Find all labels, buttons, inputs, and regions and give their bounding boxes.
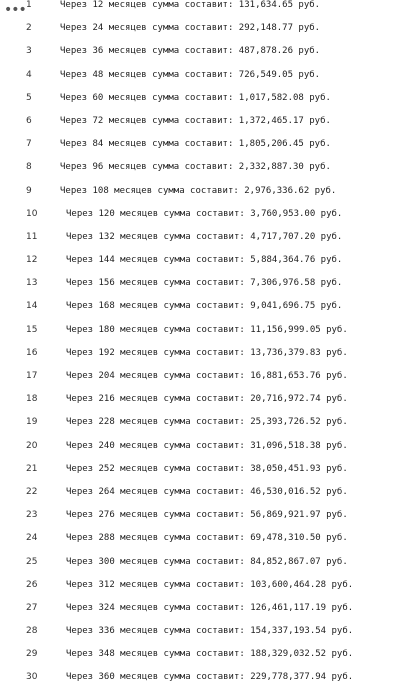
row-text: Через 204 месяцев сумма составит: 16,881,653.76 руб. xyxy=(66,371,348,381)
row-text: Через 60 месяцев сумма составит: 1,017,582.08 руб. xyxy=(60,92,331,103)
row-text: Через 120 месяцев сумма составит: 3,760,953.00 руб. xyxy=(66,208,343,219)
row-index: 21 xyxy=(26,463,38,474)
output-row xyxy=(0,643,404,666)
row-text: Через 360 месяцев сумма составит: 229,778,377.94 руб. xyxy=(66,672,354,683)
output-row xyxy=(0,64,404,87)
output-row xyxy=(0,504,404,527)
row-index: 1 xyxy=(26,0,32,10)
output-row xyxy=(0,203,404,226)
row-index: 27 xyxy=(26,602,38,613)
output-row xyxy=(0,342,404,365)
row-index: 7 xyxy=(26,139,32,150)
row-index: 29 xyxy=(26,649,38,660)
row-index: 23 xyxy=(26,510,38,521)
row-text: Через 348 месяцев сумма составит: 188,329,032.52 руб. xyxy=(66,649,354,660)
output-row xyxy=(0,17,404,40)
row-index: 26 xyxy=(26,579,38,590)
row-index: 16 xyxy=(26,347,38,358)
row-text: Через 276 месяцев сумма составит: 56,869,921.97 руб. xyxy=(66,510,348,521)
row-text: Через 252 месяцев сумма составит: 38,050,451.93 руб. xyxy=(66,463,348,474)
row-text: Через 96 месяцев сумма составит: 2,332,887.30 руб. xyxy=(60,162,331,173)
row-index: 10 xyxy=(26,208,38,219)
row-index: 12 xyxy=(26,255,38,266)
row-index: 2 xyxy=(26,23,32,34)
row-text: Через 144 месяцев сумма составит: 5,884,364.76 руб. xyxy=(66,255,343,266)
output-row xyxy=(0,365,404,388)
row-text: Через 180 месяцев сумма составит: 11,156,999.05 руб. xyxy=(66,324,348,335)
row-index: 30 xyxy=(26,672,38,683)
row-text: Через 72 месяцев сумма составит: 1,372,465.17 руб. xyxy=(60,115,331,126)
output-row xyxy=(0,388,404,411)
row-text: Через 84 месяцев сумма составит: 1,805,206.45 руб. xyxy=(60,139,331,150)
row-index: 18 xyxy=(26,394,38,405)
row-index: 25 xyxy=(26,556,38,567)
row-index: 5 xyxy=(26,92,32,103)
row-text: Через 336 месяцев сумма составит: 154,337,193.54 руб. xyxy=(66,626,354,637)
output-row xyxy=(0,295,404,318)
output-row xyxy=(0,411,404,434)
row-index: 9 xyxy=(26,185,32,196)
output-row xyxy=(0,40,404,63)
output-row xyxy=(0,87,404,110)
row-text: Через 108 месяцев сумма составит: 2,976,336.62 руб. xyxy=(60,185,337,196)
row-index: 28 xyxy=(26,626,38,637)
row-text: Через 168 месяцев сумма составит: 9,041,696.75 руб. xyxy=(66,301,343,312)
row-text: Через 264 месяцев сумма составит: 46,530,016.52 руб. xyxy=(66,486,348,497)
output-row xyxy=(0,597,404,620)
output-row xyxy=(0,180,404,203)
output-row xyxy=(0,481,404,504)
row-text: Через 192 месяцев сумма составит: 13,736,379.83 руб. xyxy=(66,347,348,358)
output-row xyxy=(0,110,404,133)
output-row xyxy=(0,666,404,683)
row-text: Через 288 месяцев сумма составит: 69,478,310.50 руб. xyxy=(66,533,348,544)
row-text: Через 216 месяцев сумма составит: 20,716,972.74 руб. xyxy=(66,394,348,405)
output-row xyxy=(0,527,404,550)
ellipsis-icon[interactable]: ••• xyxy=(4,2,26,18)
row-text: Через 240 месяцев сумма составит: 31,096,518.38 руб. xyxy=(66,440,348,451)
row-text: Через 312 месяцев сумма составит: 103,600,464.28 руб. xyxy=(66,579,354,590)
row-index: 19 xyxy=(26,417,38,428)
row-index: 22 xyxy=(26,486,38,497)
row-text: Через 36 месяцев сумма составит: 487,878.26 руб. xyxy=(60,46,321,57)
row-index: 6 xyxy=(26,115,32,126)
row-text: Через 156 месяцев сумма составит: 7,306,976.58 руб. xyxy=(66,278,343,289)
output-row xyxy=(0,620,404,643)
output-row xyxy=(0,435,404,458)
row-text: Через 228 месяцев сумма составит: 25,393,726.52 руб. xyxy=(66,417,348,428)
row-index: 17 xyxy=(26,371,38,381)
output-row xyxy=(0,156,404,179)
output-row xyxy=(0,249,404,272)
output-row xyxy=(0,551,404,574)
output-row xyxy=(0,0,404,17)
row-index: 15 xyxy=(26,324,38,335)
output-row xyxy=(0,574,404,597)
row-index: 13 xyxy=(26,278,38,289)
row-index: 20 xyxy=(26,440,38,451)
row-index: 24 xyxy=(26,533,38,544)
row-text: Через 48 месяцев сумма составит: 726,549.05 руб. xyxy=(60,69,321,80)
row-index: 14 xyxy=(26,301,38,312)
row-text: Через 132 месяцев сумма составит: 4,717,707.20 руб. xyxy=(66,231,343,242)
output-row xyxy=(0,226,404,249)
row-index: 8 xyxy=(26,162,32,173)
row-text: Через 324 месяцев сумма составит: 126,461,117.19 руб. xyxy=(66,602,354,613)
output-row xyxy=(0,319,404,342)
row-index: 4 xyxy=(26,69,32,80)
row-index: 3 xyxy=(26,46,32,57)
output-row xyxy=(0,133,404,156)
row-text: Через 300 месяцев сумма составит: 84,852,867.07 руб. xyxy=(66,556,348,567)
output-row xyxy=(0,272,404,295)
row-index: 11 xyxy=(26,231,38,242)
row-text: Через 12 месяцев сумма составит: 131,634.65 руб. xyxy=(60,0,321,10)
output-row xyxy=(0,458,404,481)
row-text: Через 24 месяцев сумма составит: 292,148.77 руб. xyxy=(60,23,321,34)
